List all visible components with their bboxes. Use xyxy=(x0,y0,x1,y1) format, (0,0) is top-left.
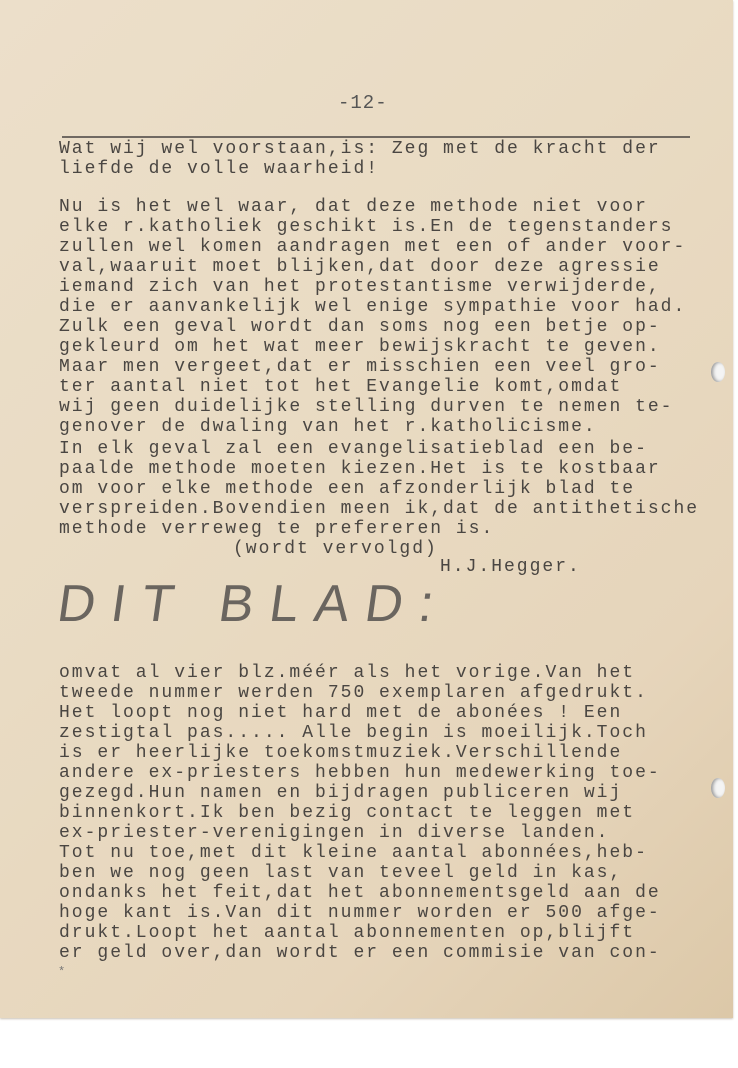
text-line: verspreiden.Bovendien meen ik,dat de antithetische xyxy=(59,499,700,519)
text-line: ondanks het feit,dat het abonnementsgeld aan de xyxy=(59,883,661,903)
text-line: Maar men vergeet,dat er misschien een veel gro- xyxy=(59,357,661,377)
text-line: Zulk een geval wordt dan soms nog een betje op- xyxy=(59,317,661,337)
text-line: andere ex-priesters hebben hun medewerking toe- xyxy=(59,763,661,783)
text-line: zullen wel komen aandragen met een of ander voor- xyxy=(59,237,687,257)
author-signature: H.J.Hegger. xyxy=(440,557,581,577)
paragraph-2 xyxy=(59,197,686,437)
text-line: ben we nog geen last van teveel geld in kas, xyxy=(59,863,623,883)
text-line: ex-priester-verenigingen in diverse landen. xyxy=(59,823,610,843)
text-line: iemand zich van het protestantisme verwijderde, xyxy=(59,277,661,297)
text-line: wij geen duidelijke stelling durven te nemen te- xyxy=(59,397,674,417)
text-line: In elk geval zal een evangelisatieblad een be- xyxy=(59,439,648,459)
paragraph-3 xyxy=(59,439,699,539)
paragraph-4 xyxy=(59,663,661,963)
text-line: is er heerlijke toekomstmuziek.Verschillende xyxy=(59,743,623,763)
text-line: elke r.katholiek geschikt is.En de tegenstanders xyxy=(59,217,674,237)
text-line: ter aantal niet tot het Evangelie komt,omdat xyxy=(59,377,623,397)
text-line: genover de dwaling van het r.katholicisme. xyxy=(59,417,597,437)
text-line: binnenkort.Ik ben bezig contact te leggen met xyxy=(59,803,636,823)
text-line: methode verreweg te prefereren is. xyxy=(59,519,495,539)
continued-note: (wordt vervolgd) xyxy=(233,539,438,559)
punch-hole xyxy=(711,778,725,798)
footer-mark: * xyxy=(58,965,66,979)
text-line: val,waaruit moet blijken,dat door deze agressie xyxy=(59,257,661,277)
text-line: omvat al vier blz.méér als het vorige.Van het xyxy=(59,663,636,683)
text-line: die er aanvankelijk wel enige sympathie voor had. xyxy=(59,297,687,317)
text-line: Wat wij wel voorstaan,is: Zeg met de kracht der xyxy=(59,139,661,159)
text-line: Tot nu toe,met dit kleine aantal abonnées,heb- xyxy=(59,843,648,863)
text-line: paalde methode moeten kiezen.Het is te kostbaar xyxy=(59,459,661,479)
text-line: gezegd.Hun namen en bijdragen publiceren wij xyxy=(59,783,623,803)
text-line: liefde de volle waarheid! xyxy=(59,159,380,179)
paragraph-1 xyxy=(59,139,661,179)
text-line: Nu is het wel waar, dat deze methode niet voor xyxy=(59,197,648,217)
text-line: drukt.Loopt het aantal abonnementen op,blijft xyxy=(59,923,636,943)
text-line: hoge kant is.Van dit nummer worden er 500 afge- xyxy=(59,903,661,923)
text-line: Het loopt nog niet hard met de abonées ! Een xyxy=(59,703,623,723)
text-line: tweede nummer werden 750 exemplaren afgedrukt. xyxy=(59,683,648,703)
text-line: gekleurd om het wat meer bewijskracht te geven. xyxy=(59,337,661,357)
punch-hole xyxy=(711,362,725,382)
horizontal-rule xyxy=(62,136,690,138)
text-line: om voor elke methode een afzonderlijk blad te xyxy=(59,479,636,499)
text-line: er geld over,dan wordt er een commisie van con- xyxy=(59,943,661,963)
text-line: zestigtal pas..... Alle begin is moeilijk.Toch xyxy=(59,723,648,743)
page-number: -12- xyxy=(338,92,388,114)
section-heading: DIT BLAD: xyxy=(53,575,454,633)
